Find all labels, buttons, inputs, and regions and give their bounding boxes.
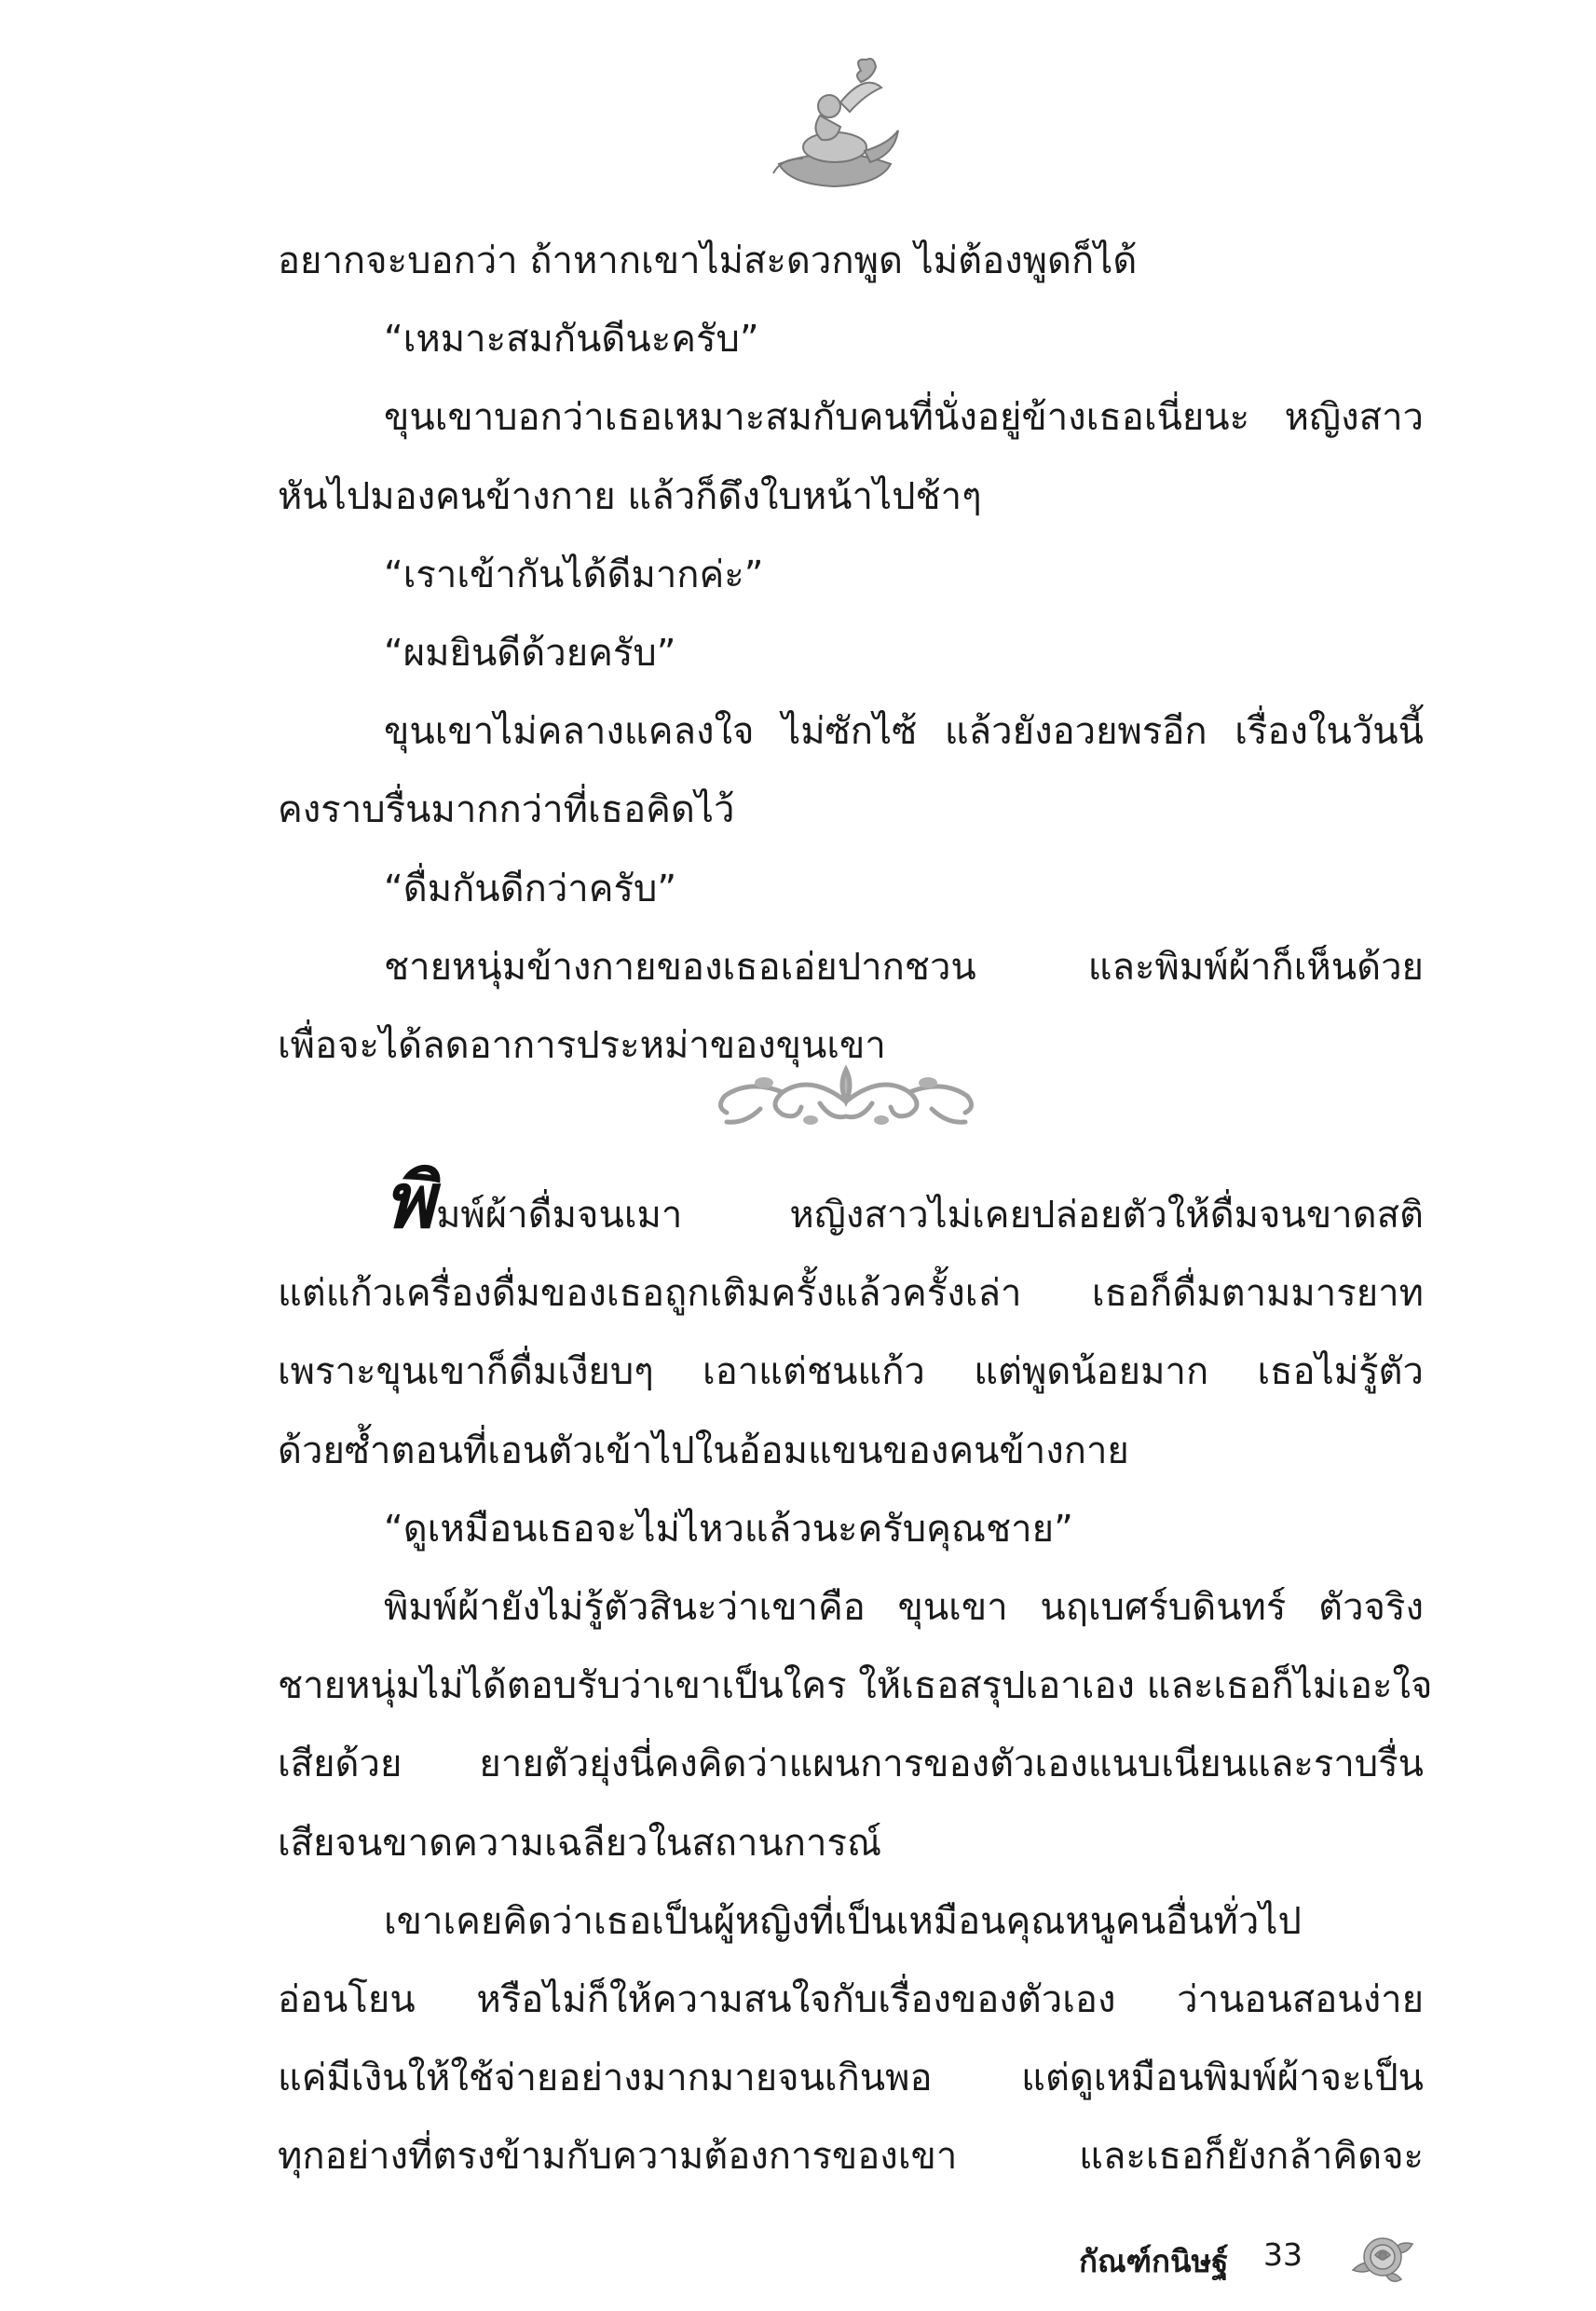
paragraph-line: อ่อนโยน หรือไม่ก็ให้ความสนใจกับเรื่องของตัวเอง ว่านอนสอนง่าย xyxy=(278,1977,1424,2021)
book-title: กัณฑ์กนิษฐ์ xyxy=(1079,2243,1229,2279)
paragraph-line: เสียจนขาดความเฉลียวในสถานการณ์ xyxy=(278,1821,882,1865)
dialogue-line: “เราเข้ากันได้ดีมากค่ะ” xyxy=(384,553,764,596)
paragraph-line: เสียด้วย ยายตัวยุ่งนี่คงคิดว่าแผนการของตัวเองแนบเนียนและราบรื่น xyxy=(278,1743,1424,1786)
body-text-section-1 xyxy=(278,222,1424,1085)
paragraph-line: อยากจะบอกว่า ถ้าหากเขาไม่สะดวกพูด ไม่ต้องพูดก็ได้ xyxy=(278,239,1138,282)
paragraph-line: หันไปมองคนข้างกาย แล้วก็ดึงใบหน้าไปช้าๆ xyxy=(278,474,982,518)
rose-flower-icon xyxy=(1345,2222,1420,2292)
paragraph-line: เพื่อจะได้ลดอาการประหม่าของขุนเขา xyxy=(278,1023,886,1067)
teapot-cupid-ornament-icon xyxy=(760,54,909,194)
paragraph-line: เขาเคยคิดว่าเธอเป็นผู้หญิงที่เป็นเหมือนคุณหนูคนอื่นทั่วไป xyxy=(384,1899,1302,1943)
paragraph-line: แค่มีเงินให้ใช้จ่ายอย่างมากมายจนเกินพอ แต่ดูเหมือนพิมพ์ผ้าจะเป็น xyxy=(278,2057,1424,2100)
body-text-section-2 xyxy=(278,1156,1433,2195)
paragraph-line: ชายหนุ่มไม่ได้ตอบรับว่าเขาเป็นใคร ให้เธอสรุปเอาเอง และเธอก็ไม่เอะใจ xyxy=(278,1664,1433,1708)
dialogue-line: “ดูเหมือนเธอจะไม่ไหวแล้วนะครับคุณชาย” xyxy=(384,1507,1073,1551)
paragraph-line: เพราะขุนเขาก็ดื่มเงียบๆ เอาแต่ชนแก้ว แต่พูดน้อยมาก เธอไม่รู้ตัว xyxy=(278,1350,1424,1394)
paragraph-line: พิมพ์ผ้ายังไม่รู้ตัวสินะว่าเขาคือ ขุนเขา นฤเบศร์บดินทร์ ตัวจริง xyxy=(384,1585,1424,1629)
drop-cap: พิ xyxy=(384,1156,435,1246)
first-line-text: มพ์ผ้าดื่มจนเมา หญิงสาวไม่เคยปล่อยตัวให้ดื่มจนขาดสติ xyxy=(436,1194,1424,1237)
dialogue-line: “ดื่มกันดีกว่าครับ” xyxy=(384,867,677,910)
paragraph-line: คงราบรื่นมากกว่าที่เธอคิดไว้ xyxy=(278,788,735,832)
page-number: 33 xyxy=(1263,2236,1303,2273)
floral-divider-icon xyxy=(708,1055,984,1133)
dialogue-line: “ผมยินดีด้วยครับ” xyxy=(384,631,676,675)
paragraph-line: ทุกอย่างที่ตรงข้ามกับความต้องการของเขา และเธอก็ยังกล้าคิดจะ xyxy=(278,2135,1424,2179)
paragraph-first-line xyxy=(278,1156,1424,1254)
paragraph-line: ชายหนุ่มข้างกายของเธอเอ่ยปากชวน และพิมพ์ผ้าก็เห็นด้วย xyxy=(384,945,1424,989)
paragraph-line: ด้วยซ้ำตอนที่เอนตัวเข้าไปในอ้อมแขนของคนข้างกาย xyxy=(278,1429,1129,1472)
dialogue-line: “เหมาะสมกันดีนะครับ” xyxy=(384,318,759,362)
paragraph-line: ขุนเขาไม่คลางแคลงใจ ไม่ซักไซ้ แล้วยังอวยพรอีก เรื่องในวันนี้ xyxy=(384,710,1424,754)
paragraph-line: แต่แก้วเครื่องดื่มของเธอถูกเติมครั้งแล้วครั้งเล่า เธอก็ดื่มตามมารยาท xyxy=(278,1272,1424,1316)
paragraph-line: ขุนเขาบอกว่าเธอเหมาะสมกับคนที่นั่งอยู่ข้างเธอเนี่ยนะ หญิงสาว xyxy=(384,396,1424,440)
